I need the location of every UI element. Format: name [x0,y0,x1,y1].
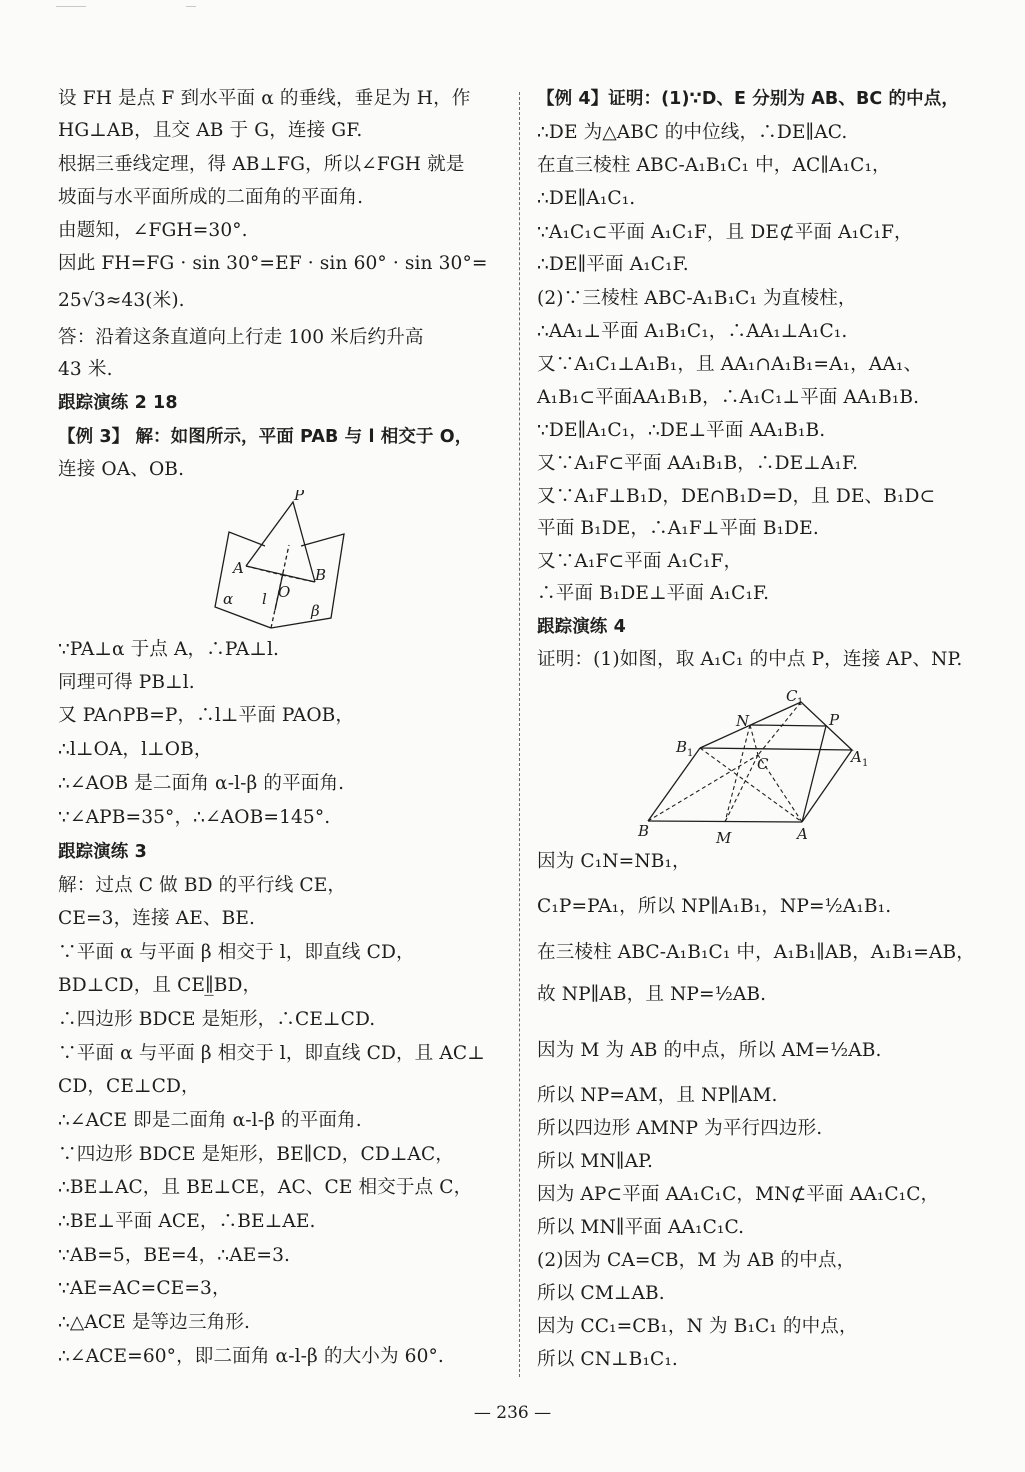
text-line: 又∵A₁F⊥B₁D，DE∩B₁D=D，且 DE、B₁D⊂ [537,486,936,507]
text-line: ∴l⊥OA，l⊥OB， [58,739,213,760]
text-line: ∵AB=5，BE=4，∴AE=3. [58,1245,291,1266]
text-line: 所以 CN⊥B₁C₁. [537,1349,678,1370]
text-line: ∴△ACE 是等边三角形. [58,1312,251,1333]
text-line: 在三棱柱 ABC-A₁B₁C₁ 中，A₁B₁∥AB，A₁B₁=AB， [537,942,975,963]
text-line: 所以 MN∥AP. [537,1151,653,1172]
text-line: 所以 NP=AM，且 NP∥AM. [537,1085,778,1106]
text-line: (2)∵三棱柱 ABC-A₁B₁C₁ 为直棱柱， [537,288,857,309]
fig1-label-alpha: α [223,590,234,608]
fig2-label-N: N [736,712,750,730]
text-line: 由题知，∠FGH=30°. [58,220,248,241]
fig2-label-A: A [797,825,808,843]
text-line: 连接 OA、OB. [58,459,185,480]
text-line: 证明：(1)如图，取 A₁C₁ 的中点 P，连接 AP、NP. [537,649,963,670]
text-line: 因此 FH=FG · sin 30°=EF · sin 60° · sin 30°= [58,253,488,274]
text-line: 又∵A₁F⊂平面 AA₁B₁B，∴DE⊥A₁F. [537,453,859,474]
text-line: ∴BE⊥AC，且 BE⊥CE，AC、CE 相交于点 C， [58,1177,473,1198]
text-line: ∵平面 α 与平面 β 相交于 l，即直线 CD，且 AC⊥ [58,1043,485,1064]
text-line: 25√3≈43(米). [58,290,185,311]
fig2-label-B: B [638,822,650,840]
text-line: C₁P=PA₁，所以 NP∥A₁B₁，NP=½A₁B₁. [537,896,892,917]
fig1-label-beta: β [311,602,320,620]
prism-figure [632,685,882,850]
text-line: 因为 CC₁=CB₁，N 为 B₁C₁ 的中点， [537,1316,858,1337]
text-line: 所以 MN∥平面 AA₁C₁C. [537,1217,745,1238]
text-line: ∵平面 α 与平面 β 相交于 l，即直线 CD， [58,942,415,963]
text-line: ∴DE∥A₁C₁. [537,188,636,209]
top-mark [186,6,196,7]
text-line: 跟踪演练 2 18 [58,393,178,413]
text-line: (2)因为 CA=CB，M 为 AB 的中点， [537,1250,856,1271]
fig1-label-P: P [294,490,305,504]
fig2-label-M: M [716,829,732,847]
text-line: 跟踪演练 4 [537,617,626,637]
text-line: 所以 CM⊥AB. [537,1283,665,1304]
text-line: 故 NP∥AB，且 NP=½AB. [537,984,767,1005]
text-line: CE=3，连接 AE、BE. [58,908,256,929]
text-line: 又∵A₁C₁⊥A₁B₁，且 AA₁∩A₁B₁=A₁，AA₁、 [537,354,923,375]
text-line: ∴四边形 BDCE 是矩形，∴CE⊥CD. [58,1009,376,1030]
fig2-label-A1-sub: 1 [862,758,869,769]
text-line: 【例 4】证明：(1)∵D、E 分别为 AB、BC 的中点， [537,89,959,109]
text-line: 又∵A₁F⊂平面 A₁C₁F， [537,551,743,572]
text-line: ∵AE=AC=CE=3， [58,1278,231,1299]
text-line: 在直三棱柱 ABC-A₁B₁C₁ 中，AC∥A₁C₁， [537,155,891,176]
fig2-label-C: C [757,755,769,773]
text-line: HG⊥AB，且交 AB 于 G，连接 GF. [58,120,363,141]
text-line: ∵A₁C₁⊂平面 A₁C₁F，且 DE⊄平面 A₁C₁F， [537,222,913,243]
column-divider [519,92,520,1377]
fig1-label-A: A [233,559,244,577]
text-line: 43 米. [58,359,113,380]
fig2-label-C1-sub: 1 [797,697,804,708]
text-line: ∴∠ACE 即是二面角 α-l-β 的平面角. [58,1110,362,1131]
text-line: 解：过点 C 做 BD 的平行线 CE， [58,875,347,896]
text-line: ∵PA⊥α 于点 A，∴PA⊥l. [58,639,280,660]
fig1-label-B: B [315,566,327,584]
text-line: 所以四边形 AMNP 为平行四边形. [537,1118,823,1139]
text-line: 设 FH 是点 F 到水平面 α 的垂线，垂足为 H，作 [58,88,471,109]
fig2-label-A1: A [851,748,862,766]
text-line: ∴平面 B₁DE⊥平面 A₁C₁F. [537,583,770,604]
text-line: ∴BE⊥平面 ACE，∴BE⊥AE. [58,1211,316,1232]
top-mark [56,6,86,7]
text-line: 同理可得 PB⊥l. [58,672,195,693]
text-line: 因为 C₁N=NB₁， [537,851,691,872]
text-line: ∴DE∥平面 A₁C₁F. [537,254,689,275]
text-line: ∴∠ACE=60°，即二面角 α-l-β 的大小为 60°. [58,1346,444,1367]
fig2-label-B1: B [676,738,688,756]
text-line: ∴∠AOB 是二面角 α-l-β 的平面角. [58,773,345,794]
text-line: ∵DE∥A₁C₁，∴DE⊥平面 AA₁B₁B. [537,420,826,441]
text-line: ∵四边形 BDCE 是矩形，BE∥CD，CD⊥AC， [58,1144,454,1165]
text-line: 因为 M 为 AB 的中点，所以 AM=½AB. [537,1040,882,1061]
fig2-label-C1: C [786,687,798,705]
text-line: ∴AA₁⊥平面 A₁B₁C₁，∴AA₁⊥A₁C₁. [537,321,848,342]
fig1-label-l: l [262,590,267,608]
text-line: ∴DE 为△ABC 的中位线，∴DE∥AC. [537,122,848,143]
text-line: BD⊥CD，且 CE∥̲BD， [58,975,262,996]
text-line: 跟踪演练 3 [58,842,147,862]
text-line: 根据三垂线定理，得 AB⊥FG，所以∠FGH 就是 [58,154,465,175]
fig2-label-B1-sub: 1 [687,748,694,759]
dihedral-figure [205,490,355,630]
text-line: 【例 3】 解：如图所示，平面 PAB 与 l 相交于 O， [58,427,473,447]
page-number: — 236 — [473,1403,552,1423]
text-line: 因为 AP⊂平面 AA₁C₁C，MN⊄平面 AA₁C₁C， [537,1184,940,1205]
text-line: 坡面与水平面所成的二面角的平面角. [58,187,364,208]
fig1-label-O: O [278,583,291,601]
text-line: ∵∠APB=35°，∴∠AOB=145°. [58,807,331,828]
text-line: 答：沿着这条直道向上行走 100 米后约升高 [58,327,424,348]
text-line: CD，CE⊥CD， [58,1076,200,1097]
fig2-label-P: P [829,711,840,729]
text-line: 又 PA∩PB=P，∴l⊥平面 PAOB， [58,705,355,726]
text-line: 平面 B₁DE，∴A₁F⊥平面 B₁DE. [537,518,819,539]
text-line: A₁B₁⊂平面AA₁B₁B，∴A₁C₁⊥平面 AA₁B₁B. [537,387,920,408]
